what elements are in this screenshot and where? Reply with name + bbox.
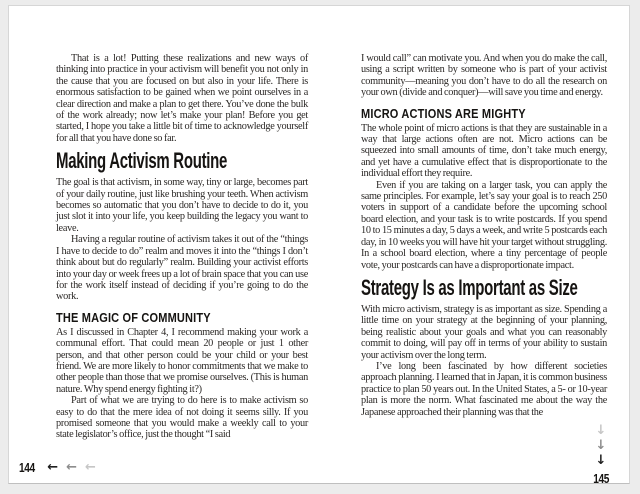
back-arrow-icon: ← <box>85 460 96 475</box>
down-arrow-icon: ↓ <box>595 453 607 468</box>
section-heading-making-activism-routine: Making Activism Routine <box>56 148 228 174</box>
body-paragraph: Part of what we are trying to do here is to make activism so easy to do that the mere idea of not doing it seems silly. If you promised someone that you would make a weekly call to your state legislator’s office, just the thought “I said <box>56 395 308 441</box>
page-number-left: 144 <box>19 460 35 475</box>
down-arrow-icon: ↓ <box>595 423 607 438</box>
body-paragraph: Even if you are taking on a larger task, you can apply the same principles. For example, let’s say your goal is to reach 250 voters in support of a candidate before the upcoming school board election, and your task is to write postcards. If you spend 10 to 15 minutes a day, 5 days a week, and write 5 postcards each day, in 10 weeks you will have hit your target without struggling. In a school board election, where a tiny percentage of people vote, your postcards can have a disproportionate impact. <box>361 179 607 271</box>
body-paragraph: As I discussed in Chapter 4, I recommend making your work a communal effort. That could mean 20 people or just 1 other person, and that other person could be your child or your best friend. We are more likely to honor commitments that we make to other people than those that we promise ourselves. (This is human nature. Why spend energy fighting it?) <box>56 326 308 395</box>
body-paragraph: I’ve long been fascinated by how different societies approach planning. I learned that in Japan, it is common business practice to plan 50 years out. In the United States, a 5- or 10-year plan is more the norm. What fascinated me about the way the Japanese approached their planning was that the <box>361 360 607 418</box>
book-page-spread <box>8 5 630 484</box>
sub-heading-micro-actions-are-mighty: MICRO ACTIONS ARE MIGHTY <box>361 106 526 121</box>
right-page-text-column <box>361 53 607 418</box>
body-paragraph: That is a lot! Putting these realizations and new ways of thinking into practice in your activism will benefit you not only in the cause that you are focused on but also in your life. There is enormous satisfaction to be gained when we point ourselves in a clear direction and make a plan to get there. You’ve done the bulk of the work already; now let’s make your plan! Before you get started, I hope you take a little bit of time to acknowledge yourself for all that you have done so far. <box>56 53 308 144</box>
sub-heading-the-magic-of-community: THE MAGIC OF COMMUNITY <box>56 310 211 325</box>
back-arrow-icon: ← <box>66 460 78 475</box>
back-arrow-icon: ← <box>47 460 59 475</box>
body-paragraph: Having a regular routine of activism takes it out of the “things I have to decide to do” realm and moves it into the “things I don’t think about but do regularly” realm. Building your activist efforts into your day or week frees up a lot of brain space that you can use for the work itself instead of deciding if you’re going to do the work. <box>56 234 308 303</box>
body-paragraph: The whole point of micro actions is that they are sustainable in a way that large actions often are not. Micro actions can be squeezed into small amounts of time, don’t take much energy, and yet have a cumulative effect that is disproportionate to the individual effort they require. <box>361 122 607 180</box>
left-page-footer <box>19 460 96 475</box>
right-page-footer <box>589 423 613 486</box>
body-paragraph: The goal is that activism, in some way, tiny or large, becomes part of your daily routine, just like brushing your teeth. When activism becomes so automatic that you don’t have to decide to do it, you just slot it into your life, you keep building the legacy you want to leave. <box>56 177 308 234</box>
body-paragraph: With micro activism, strategy is as important as size. Spending a little time on your strategy at the beginning of your planning, being realistic about your goals and what you can reasonably commit to doing, will pay off in terms of your ability to sustain your activism over the long term. <box>361 303 607 361</box>
down-arrow-icon: ↓ <box>595 438 607 453</box>
page-number-right: 145 <box>593 471 609 486</box>
left-page-text-column <box>56 53 308 441</box>
body-paragraph: I would call” can motivate you. And when you do make the call, using a script written by someone who is part of your activist community—meaning you don’t have to do all the research on your own (divide and conquer)—will save you time and energy. <box>361 53 607 99</box>
section-heading-strategy-is-as-important-as-size: Strategy Is as Important as Size <box>361 274 578 300</box>
